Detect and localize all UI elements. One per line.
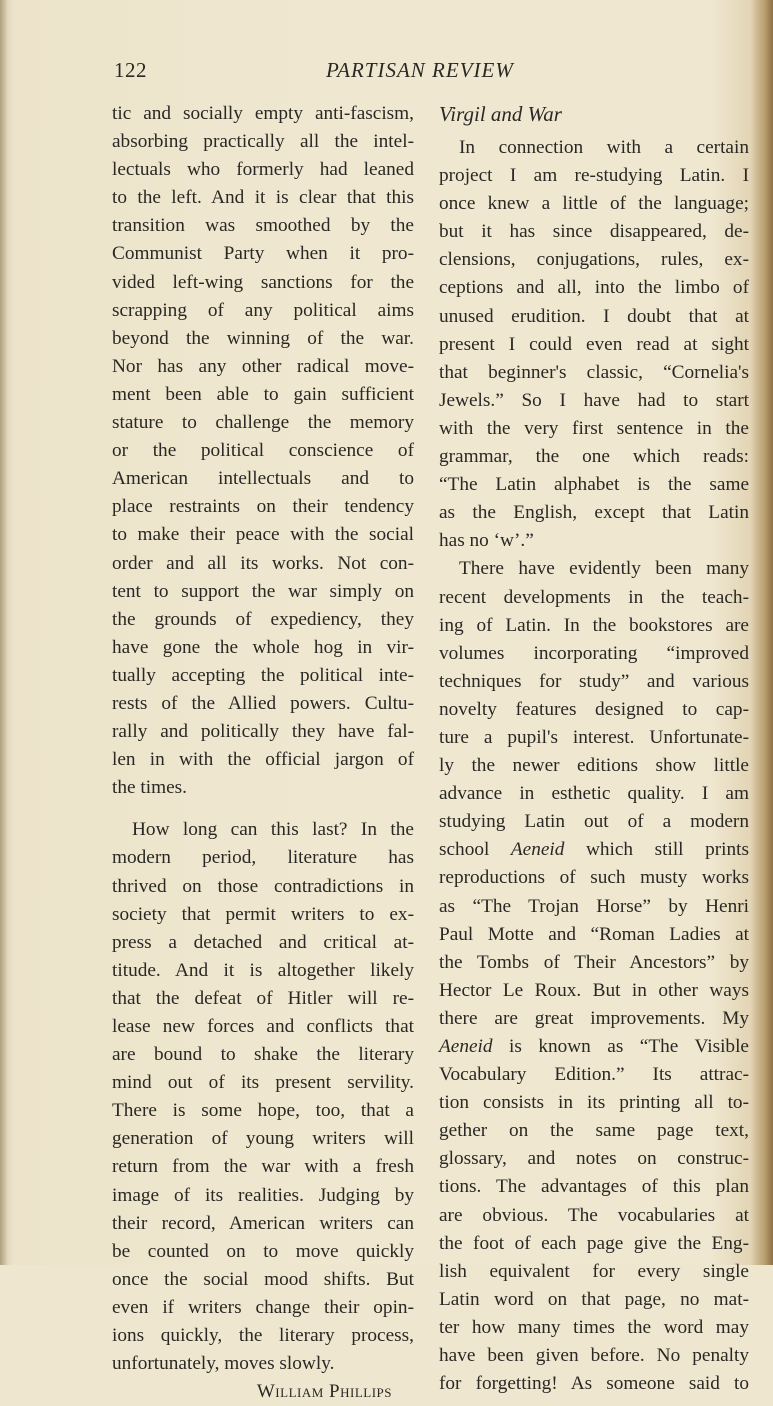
text-line: press a detached and critical at- — [112, 931, 414, 953]
text-line: reproductions of such musty works — [439, 867, 749, 889]
text-line: once knew a little of the language; — [439, 193, 749, 215]
left-paragraph-2 — [112, 816, 414, 1378]
text-line: novelty features designed to cap- — [439, 698, 749, 720]
text-line: advance in esthetic quality. I am — [439, 783, 749, 805]
running-head: PARTISAN REVIEW — [326, 58, 514, 82]
text-line: glossary, and notes on construc- — [439, 1148, 749, 1170]
text-line: tic and socially empty anti-fascism, — [112, 103, 414, 124]
text-line: studying Latin out of a modern — [439, 811, 749, 833]
text-line: ture a pupil's interest. Unfortunate- — [439, 726, 749, 748]
text-line: unused erudition. I doubt that at — [439, 305, 749, 327]
text-line: even if writers change their opin- — [112, 1296, 414, 1318]
text-line: American intellectuals and to — [112, 468, 414, 490]
text-line: tually accepting the political inte- — [112, 664, 414, 686]
text-line: Nor has any other radical move- — [112, 355, 414, 377]
text-line: ter how many times the word may — [439, 1316, 749, 1338]
text-line: volumes incorporating “improved — [439, 642, 749, 664]
text-line: In connection with a certain — [459, 137, 749, 158]
text-line: tion consists in its printing all to- — [439, 1092, 749, 1114]
text-line: order and all its works. Not con- — [112, 552, 414, 574]
text-line: titude. And it is altogether likely — [112, 959, 414, 981]
text-line: are obvious. The vocabularies at — [439, 1204, 749, 1226]
text-line: rally and politically they have fal- — [112, 721, 414, 743]
text-line: have gone the whole hog in vir- — [112, 636, 414, 658]
text-line: to make their peace with the social — [112, 524, 414, 546]
text-line: thrived on those contradictions in — [112, 875, 414, 897]
text-line: ions quickly, the literary process, — [112, 1325, 414, 1347]
text-line: have been given before. No penalty — [439, 1345, 749, 1367]
text-line: with the very first sentence in the — [439, 417, 749, 439]
text-line: grammar, the one which reads: — [439, 446, 749, 468]
text-line: ceptions and all, into the limbo of — [439, 277, 749, 299]
text-line: school Aeneid which still prints — [439, 839, 749, 861]
text-line: scrapping of any political aims — [112, 299, 414, 321]
book-title-emphasis: Aeneid — [510, 839, 565, 861]
text-line: Jewels.” So I have had to start — [439, 389, 749, 411]
right-paragraph-2 — [439, 555, 749, 1398]
left-column — [112, 100, 414, 1406]
text-line: lease new forces and conflicts that — [112, 1016, 414, 1037]
text-line: ing of Latin. In the bookstores are — [439, 614, 749, 636]
section-title: Virgil and War — [439, 102, 562, 126]
text-line: There is some hope, too, that a — [112, 1100, 414, 1122]
text-line: be counted on to move quickly — [112, 1240, 414, 1262]
text-line: as the English, except that Latin — [439, 502, 749, 524]
text-line: ment been able to gain sufficient — [112, 383, 414, 405]
text-line: or the political conscience of — [112, 440, 414, 462]
left-paragraph-1 — [112, 100, 414, 802]
text-line: the grounds of expediency, they — [112, 608, 414, 630]
text-line: tions. The advantages of this plan — [439, 1176, 749, 1198]
text-line: gether on the same page text, — [439, 1120, 749, 1142]
text-line: Vocabulary Edition.” Its attrac- — [439, 1064, 749, 1086]
text-line: generation of young writers will — [112, 1128, 414, 1150]
text-line: there are great improvements. My — [439, 1007, 749, 1029]
text-line: their record, American writers can — [112, 1212, 414, 1234]
text-line: that the defeat of Hitler will re- — [112, 987, 414, 1009]
text-line: How long can this last? In the — [132, 819, 414, 841]
text-line: tent to support the war simply on — [112, 580, 414, 602]
text-line: project I am re-studying Latin. I — [439, 165, 749, 187]
paragraph-gap — [112, 802, 414, 816]
text-line: “The Latin alphabet is the same — [439, 474, 749, 496]
text-line: are bound to shake the literary — [112, 1044, 414, 1066]
text-line: to the left. And it is clear that this — [112, 187, 414, 209]
text-line: lish equivalent for every single — [439, 1260, 749, 1282]
text-line: the Tombs of Their Ancestors” by — [439, 951, 749, 973]
text-line: vided left-wing sanctions for the — [112, 271, 414, 293]
text-line: as “The Trojan Horse” by Henri — [439, 895, 749, 917]
text-line: unfortunately, moves slowly. — [112, 1353, 335, 1375]
book-title-emphasis: Aeneid — [439, 1036, 493, 1057]
text-line: techniques for study” and various — [439, 670, 749, 692]
text-line: ly the newer editions show little — [439, 755, 749, 777]
text-line: Latin word on that page, no mat- — [439, 1288, 749, 1310]
text-line: society that permit writers to ex- — [112, 903, 414, 925]
text-line: the times. — [112, 777, 187, 799]
text-line: place restraints on their tendency — [112, 496, 414, 518]
text-line: once the social mood shifts. But — [112, 1268, 414, 1290]
text-line: lectuals who formerly had leaned — [112, 159, 414, 181]
text-line: return from the war with a fresh — [112, 1156, 414, 1178]
text-line: the foot of each page give the Eng- — [439, 1232, 749, 1254]
text-line: absorbing practically all the intel- — [112, 131, 414, 153]
page-edge-shadow — [751, 0, 773, 1265]
text-line: but it has since disappeared, de- — [439, 221, 749, 243]
text-line: beyond the winning of the war. — [112, 327, 414, 349]
text-line: len in with the official jargon of — [112, 749, 414, 771]
text-line: for forgetting! As someone said to — [439, 1373, 749, 1395]
page-gutter-shadow — [0, 0, 8, 1265]
author-signature: William Phillips — [256, 1381, 392, 1403]
text-line: has no ‘w’.” — [439, 530, 534, 552]
text-line: There have evidently been many — [459, 558, 749, 580]
text-line: Communist Party when it pro- — [112, 243, 414, 265]
text-line: mind out of its present servility. — [112, 1072, 414, 1094]
text-line: Hector Le Roux. But in other ways — [439, 979, 749, 1001]
page-number: 122 — [114, 58, 147, 82]
text-line: present I could even read at sight — [439, 333, 749, 355]
right-paragraph-1 — [439, 134, 749, 555]
right-column — [439, 100, 749, 1398]
text-line: recent developments in the teach- — [439, 586, 749, 608]
text-line: modern period, literature has — [112, 847, 414, 869]
text-line: clensions, conjugations, rules, ex- — [439, 249, 749, 271]
text-line: Aeneid is known as “The Visible — [439, 1036, 749, 1057]
page-header — [114, 58, 748, 88]
text-line: Paul Motte and “Roman Ladies at — [439, 923, 749, 945]
text-line: stature to challenge the memory — [112, 412, 414, 434]
text-line: transition was smoothed by the — [112, 215, 414, 237]
text-line: rests of the Allied powers. Cultu- — [112, 692, 414, 714]
text-line: image of its realities. Judging by — [112, 1184, 414, 1206]
text-line: that beginner's classic, “Cornelia's — [439, 361, 749, 383]
